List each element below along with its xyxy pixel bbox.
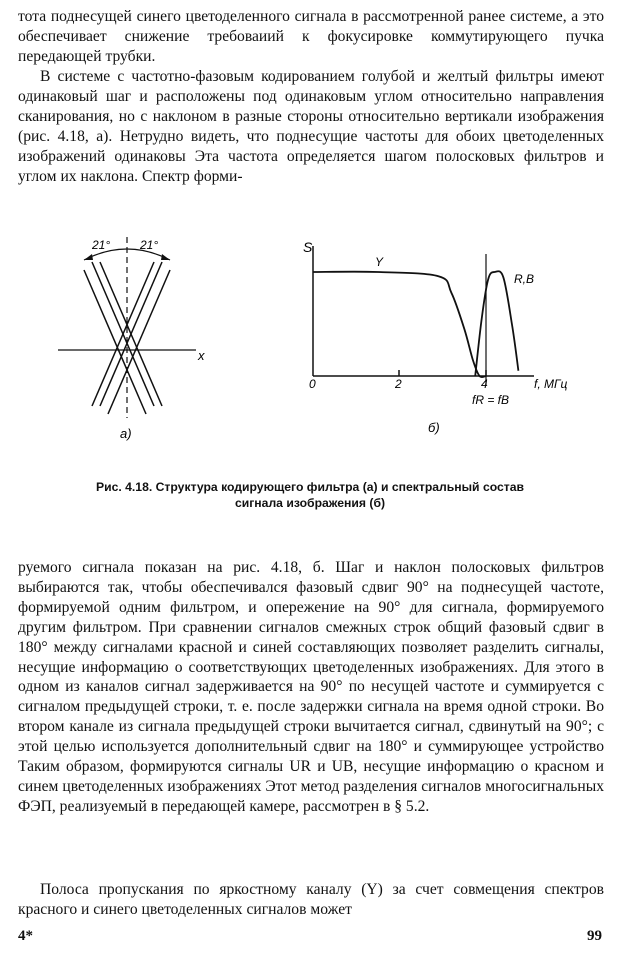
figure-b-spectrum-chart	[313, 246, 534, 385]
page-number: 99	[587, 928, 602, 944]
stripe-right-3	[84, 270, 146, 414]
tick-label-2: 2	[395, 377, 402, 391]
x-axis-unit-label: f, МГц	[534, 377, 568, 391]
tick-label-0: 0	[309, 377, 316, 391]
curve-y-series	[313, 272, 486, 377]
figure-caption	[30, 479, 590, 511]
paragraph-frequency-phase-coding: В системе с частотно-фазовым кодированием голубой и желтый фильтры имеют одинаковый шаг и расположены под одинаковым углом относительно направления сканирования, но с наклоном в разные стороны относительно вертикали изображения (рис. 4.18, а). Нетрудно видеть, что поднесущие частоты для обоих цветоделенных изображений одинаковы Эта частота определяется шагом полосковых фильтров и углом их наклона. Спектр форми-	[18, 68, 604, 185]
curve-rb-label: R,B	[514, 272, 535, 286]
tick-label-4: 4	[481, 377, 488, 391]
figure-a-filter-structure	[58, 237, 196, 418]
y-axis-label: S	[303, 239, 313, 255]
arc-arrow-right	[161, 254, 170, 260]
paragraph-signal-separation: руемого сигнала показан на рис. 4.18, б. Шаг и наклон полосковых фильтров выбираются так, чтобы обеспечивался фазовый сдвиг 90° на поднесущей частоте, формируемой одним фильтром, и опережение на 90° для сигнала, формируемого другим фильтром. При сравнении сигналов смежных строк общий фазовый сдвиг в 180° между сигналами красной и синей составляющих позволяет разделить сигналы, несущие информацию о соответствующих цветоделенных изображениях. Для этого в одном из каналов сигнал задерживается на 90° по несущей частоте и суммируется с сигналом предыдущей строки, т. е. после задержки сигнала на время одной строки. Во втором канале из сигнала предыдущей строки вычитается сигнал, сдвинутый на 90°; с этой целью используется дополнительный сдвиг на 180° и суммирующее устройство Таким образом, формируются сигналы UR и UB, несущие информацию о красном и синем цветоделенных изображениях Этот метод разделения сигналов многосигнальных ФЭП, реализуемый в передающей камере, рассмотрен в § 5.2.	[18, 559, 604, 815]
curve-rb-series	[475, 271, 518, 376]
figure-4-18	[0, 210, 620, 480]
figure-a-label: а)	[120, 426, 132, 441]
caption-line-1: Рис. 4.18. Структура кодирующего фильтра (а) и спектральный состав	[95, 480, 525, 494]
x-axis-label: x	[198, 348, 205, 363]
angle-label-left: 21°	[92, 238, 111, 252]
paragraph-continuation: тота поднесущей синего цветоделенного сигнала в рассмотренной ранее системе, а это обеспечивает снижение требоваиий к фокусировке коммутирующего пучка передающей трубки.	[18, 8, 604, 65]
paragraph-luminance-band: Полоса пропускания по яркостному каналу (Y) за счет совмещения спектров красного и синего цветоделенных сигналов может	[18, 881, 604, 918]
frequency-equality-label: fR = fB	[472, 393, 510, 407]
curve-y-label: Y	[375, 255, 384, 269]
stripe-left-3	[108, 270, 170, 414]
figure-b-label: б)	[428, 420, 440, 435]
caption-line-2: сигнала изображения (б)	[234, 496, 386, 510]
arc-arrow-left	[84, 254, 93, 260]
signature-mark: 4*	[18, 928, 33, 944]
angle-label-right: 21°	[140, 238, 159, 252]
